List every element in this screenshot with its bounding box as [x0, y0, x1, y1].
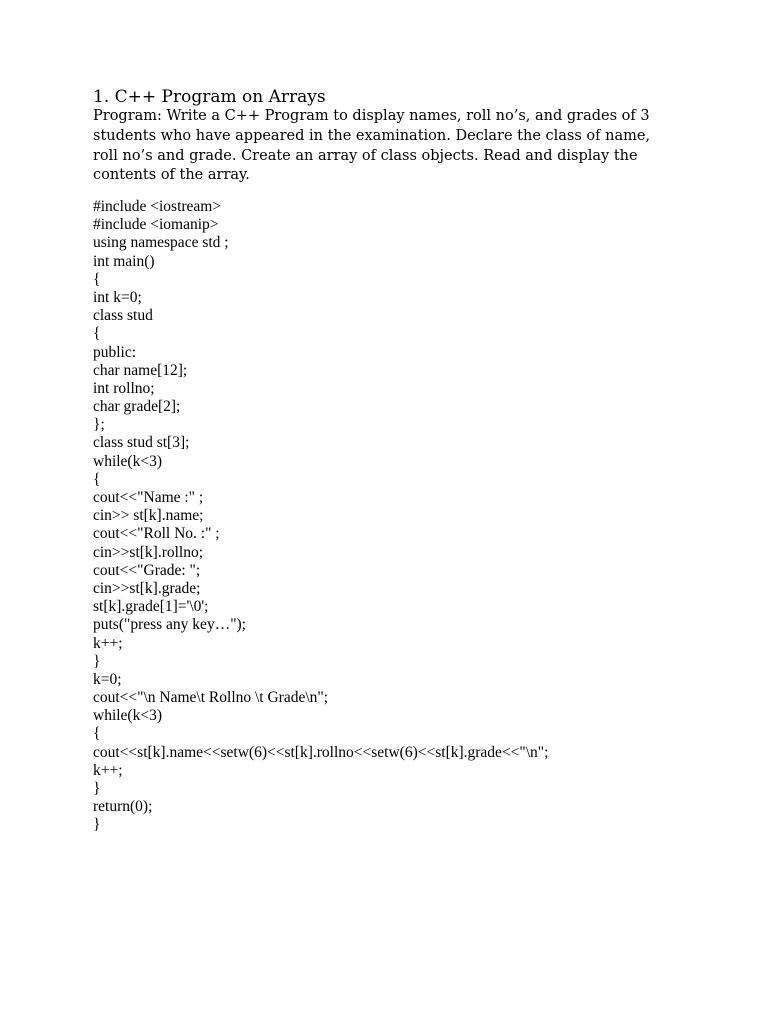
code-line: k++; — [93, 634, 123, 652]
code-line: while(k<3) — [93, 452, 163, 470]
code-line: puts("press any key…"); — [93, 616, 246, 634]
code-line: } — [93, 816, 101, 834]
code-line: char grade[2]; — [93, 398, 181, 416]
code-line: class stud st[3]; — [93, 434, 190, 452]
code-line: int main() — [93, 252, 155, 270]
code-line: cin>>st[k].rollno; — [93, 543, 204, 561]
program-description — [93, 107, 651, 186]
code-line: while(k<3) — [93, 707, 163, 725]
code-line: #include <iomanip> — [93, 216, 219, 234]
code-line: using namespace std ; — [93, 234, 229, 252]
code-line: } — [93, 652, 101, 670]
code-line: { — [93, 470, 101, 488]
code-line: { — [93, 325, 101, 343]
code-line: cout<<st[k].name<<setw(6)<<st[k].rollno<<setw(6)<<st[k].grade<<"\n"; — [93, 743, 549, 761]
code-line: public: — [93, 343, 137, 361]
code-line: { — [93, 270, 101, 288]
code-line: cout<<"Roll No. :" ; — [93, 525, 220, 543]
code-line: class stud — [93, 307, 153, 325]
description-line: Program: Write a C++ Program to display names, roll no’s, and grades of 3 — [93, 108, 650, 124]
code-line: char name[12]; — [93, 361, 188, 379]
code-line: cin>> st[k].name; — [93, 507, 204, 525]
code-line: #include <iostream> — [93, 198, 222, 215]
code-listing — [93, 198, 548, 835]
description-line: roll no’s and grade. Create an array of class objects. Read and display the — [93, 147, 638, 164]
document-title: 1. C++ Program on Arrays — [93, 87, 326, 107]
code-line: }; — [93, 416, 105, 434]
code-line: } — [93, 780, 101, 797]
code-line: k++; — [93, 761, 123, 779]
code-line: st[k].grade[1]='\0'; — [93, 598, 209, 616]
code-line: cout<<"Grade: "; — [93, 561, 201, 579]
code-line: cin>>st[k].grade; — [93, 579, 201, 597]
code-line: cout<<"Name :" ; — [93, 489, 204, 506]
code-line: k=0; — [93, 670, 122, 688]
code-line: cout<<"\n Name\t Rollno \t Grade\n"; — [93, 689, 329, 707]
description-line: contents of the array. — [93, 167, 250, 184]
description-line: students who have appeared in the examination. Declare the class of name, — [93, 127, 651, 144]
code-line: { — [93, 725, 101, 743]
code-line: int rollno; — [93, 379, 155, 397]
code-line: int k=0; — [93, 288, 142, 306]
code-line: return(0); — [93, 798, 153, 816]
